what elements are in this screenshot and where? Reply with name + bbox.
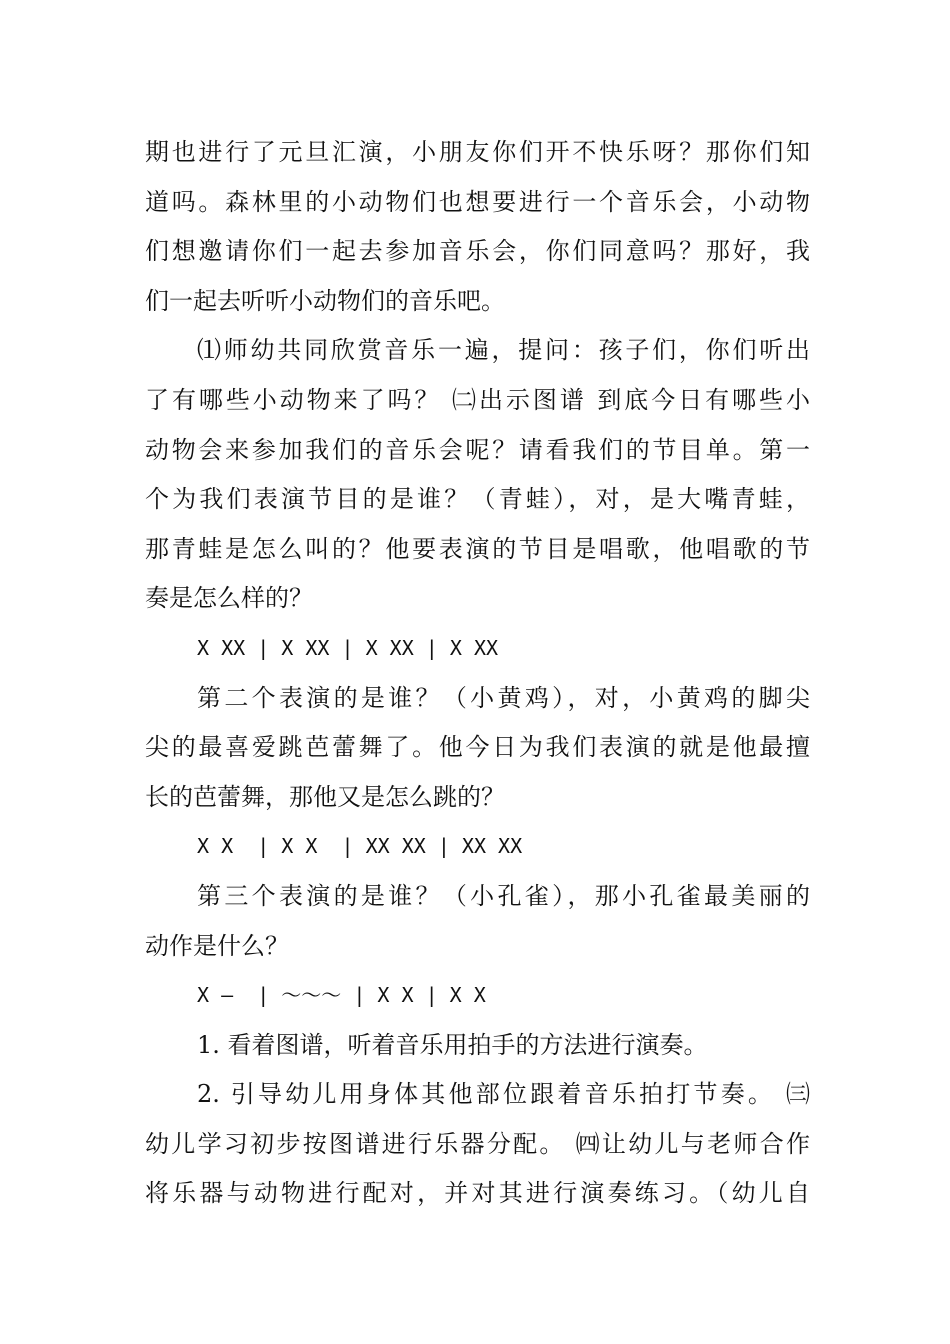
text-line: 们一起去听听小动物们的音乐吧。 (145, 286, 505, 315)
paragraph-start-line: 第三个表演的是谁？（小孔雀），那小孔雀最美丽的 (197, 881, 810, 910)
document-body (145, 128, 810, 1219)
text-line: 个为我们表演节目的是谁？（青蛙），对，是大嘴青蛙， (145, 485, 810, 514)
paragraph-start-line: ⑴师幼共同欣赏音乐一遍，提问：孩子们，你们听出 (197, 336, 810, 365)
list-item-2: 2. 引导幼儿用身体其他部位跟着音乐拍打节奏。 ㈢ (197, 1080, 810, 1109)
list-item-1: 1. 看着图谱，听着音乐用拍手的方法进行演奏。 (197, 1030, 708, 1059)
text-line: 幼儿学习初步按图谱进行乐器分配。 ㈣让幼儿与老师合作 (145, 1129, 810, 1158)
text-line: 那青蛙是怎么叫的？他要表演的节目是唱歌，他唱歌的节 (145, 534, 810, 563)
rhythm-notation-peacock: X — | ～～～ | X X | X X (197, 983, 486, 1008)
paragraph-start-line: 第二个表演的是谁？（小黄鸡），对，小黄鸡的脚尖 (197, 683, 810, 712)
rhythm-notation-chick: X X | X X | XX XX | XX XX (197, 834, 523, 859)
text-line: 动作是什么？ (145, 931, 289, 960)
text-line: 道吗。森林里的小动物们也想要进行一个音乐会，小动物 (145, 187, 810, 216)
text-line: 奏是怎么样的？ (145, 584, 313, 613)
text-line: 们想邀请你们一起去参加音乐会，你们同意吗？那好，我 (145, 237, 810, 266)
text-line: 了有哪些小动物来了吗？ ㈡出示图谱 到底今日有哪些小 (145, 385, 810, 414)
rhythm-notation-frog: X XX | X XX | X XX | X XX (197, 635, 499, 660)
text-line: 尖的最喜爱跳芭蕾舞了。他今日为我们表演的就是他最擅 (145, 733, 810, 762)
text-line: 动物会来参加我们的音乐会呢？请看我们的节目单。第一 (145, 435, 810, 464)
text-line: 将乐器与动物进行配对，并对其进行演奏练习。（幼儿自 (145, 1179, 810, 1208)
text-line: 长的芭蕾舞，那他又是怎么跳的？ (145, 782, 505, 811)
text-line: 期也进行了元旦汇演，小朋友你们开不快乐呀？那你们知 (145, 138, 810, 166)
